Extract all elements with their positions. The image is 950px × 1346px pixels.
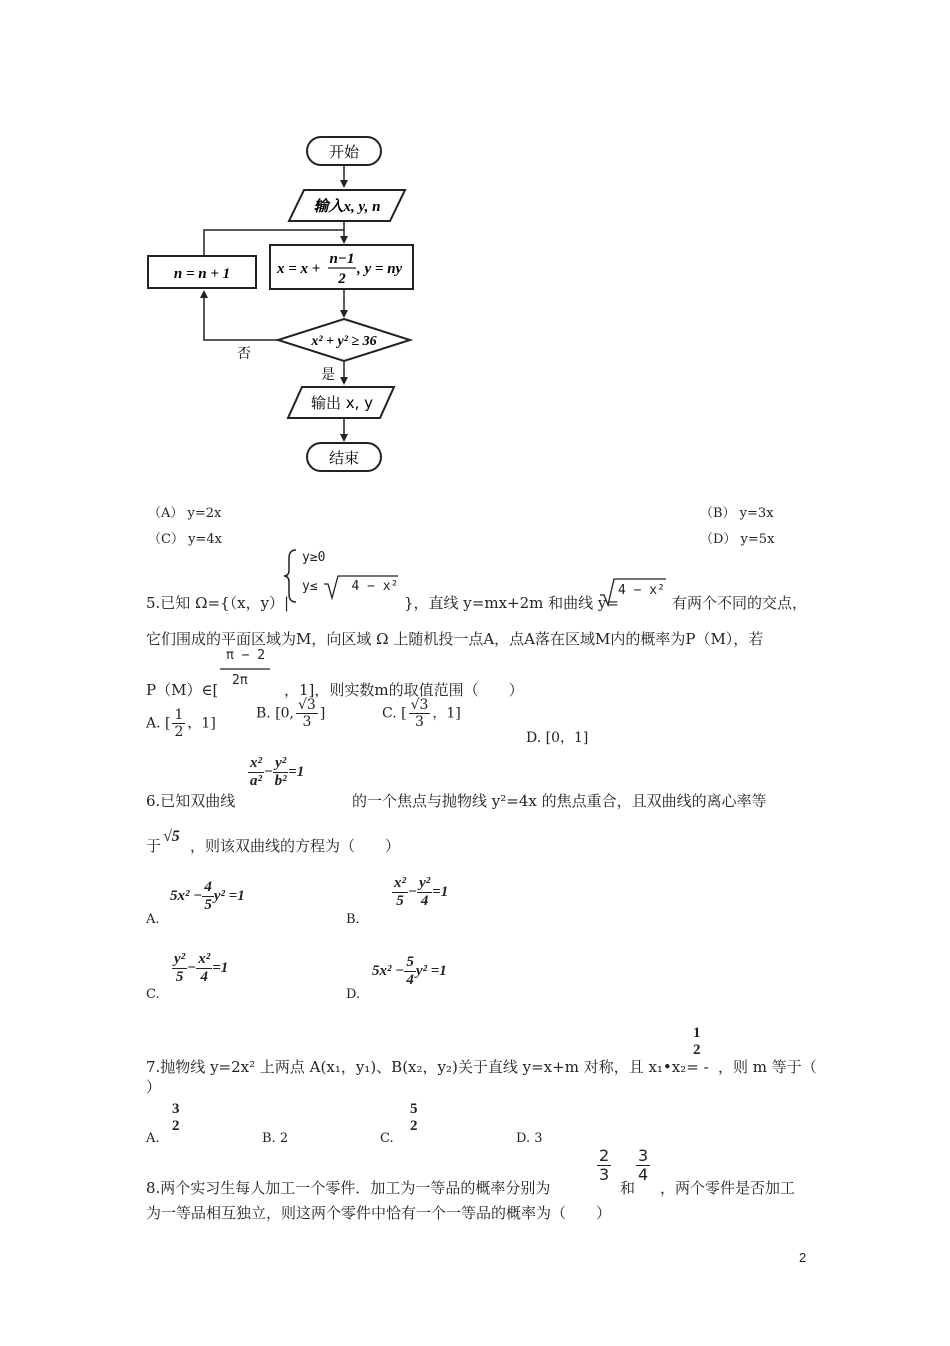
q8-f1 [597,1148,611,1183]
q7-half-den: 2 [693,1042,701,1058]
q7-opt-a-frac [170,1102,182,1134]
q8-line1-b: ，两个零件是否加工 [660,1179,796,1197]
assign-num: n−1 [329,251,355,267]
q7-a-num: 3 [172,1101,180,1117]
q5-opt-b-pre: B. [0, [256,705,295,722]
page-number: 2 [799,1250,807,1265]
q5-frac [218,648,272,694]
q5-line1-b: }，直线 y=mx+2m 和曲线 y= [404,594,619,612]
q6-c-num1: y² [174,951,186,967]
q5-frac-num: π − 2 [226,648,266,663]
q8-f1-den: 3 [599,1165,610,1184]
q6-a-num: 4 [204,879,212,895]
q7-line1-b: ，则 m 等于（ [718,1058,817,1076]
q7-half-num: 1 [693,1025,701,1041]
q5-opt-a-post: ，1] [187,715,216,732]
q7-opt-c-frac [408,1102,420,1134]
q6-hyp-num2: y² [275,755,287,771]
q6-hyp-num1: x² [250,755,262,771]
q8-f1-num: 2 [599,1146,610,1165]
q5-line1-c: 有两个不同的交点， [672,594,808,612]
q8-line2: 为一等品相互独立，则这两个零件中恰有一个一等品的概率为（ ） [146,1204,612,1222]
q5-opt-b-num: √3 [298,697,316,713]
q6-c-frac1 [172,952,187,985]
q6-a-post: y² =1 [213,887,245,904]
q8-mid: 和 [620,1179,636,1197]
q7-c-frac [408,1102,420,1134]
loop-back-line [204,230,344,255]
flowchart [0,0,950,490]
output-label: 输出 x, y [310,394,374,412]
q5-line3-a: P（M）∈[ [146,681,219,699]
q6-opt-d-expr [372,955,447,988]
q6-b-frac2 [417,876,432,909]
q6-a-den: 5 [204,897,212,913]
q6-opt-a-expr [170,880,245,913]
q5-opt-a-num: 1 [174,707,184,723]
q5-sqrt [598,577,668,607]
q5-opt-c-num: √3 [410,697,429,713]
q6-opt-c-label: C. [146,987,160,1002]
q5-opt-c-post: ，1] [432,705,461,722]
q5-line3-b: ，1]，则实数m的取值范围（ ） [284,681,524,699]
no-branch-line [204,292,278,340]
q5-brace-top: y≥0 [302,550,326,565]
start-label: 开始 [328,143,360,161]
q6-opt-c-expr [172,952,228,985]
q8-f2-den: 4 [638,1165,649,1184]
q5-opt-a-frac [172,708,185,739]
q6-a-pre: 5x² − [170,887,203,904]
q5-opt-b-post: ] [319,705,326,722]
q6-line1-b: 的一个焦点与抛物线 y²=4x 的焦点重合，且双曲线的离心率等 [352,792,767,810]
q5-opt-b-frac [296,698,318,729]
q7-opt-a-label: A. [146,1131,160,1146]
q8-frac1 [597,1148,611,1183]
q8-f2 [636,1148,650,1183]
end-label: 结束 [328,449,360,467]
q7-opt-b: B. 2 [262,1131,289,1146]
q6-c-den2: 4 [200,969,208,985]
q5-opt-a-den: 2 [174,724,184,740]
q5-opt-b-den: 3 [302,714,312,730]
q5-opt-a-pre: A. [ [146,715,171,732]
q5-option-b [256,698,325,729]
q6-b-den1: 5 [396,893,404,909]
assign-den: 2 [338,271,346,287]
q7-half-frac [691,1026,703,1058]
q7-c-den: 2 [410,1118,418,1134]
q8-line1-a: 8.两个实习生每人加工一个零件．加工为一等品的概率分别为 [146,1179,551,1197]
q7-opt-c-label: C. [380,1131,394,1146]
q5-sqrt-expr: 4 − x² [618,583,665,598]
q5-brace-system [284,546,402,606]
decision-label: x² + y² ≥ 36 [311,334,377,349]
yes-label: 是 [321,367,335,383]
q6-hyp-eq: =1 [288,763,305,780]
q7-half [691,1026,703,1058]
q5-line1-a: 5.已知 Ω={（x，y）| [146,594,290,612]
q4-option-c: （C） y=4x [148,532,222,547]
q6-line1-a: 6.已知双曲线 [146,792,236,810]
q6-hyp-frac2 [273,756,288,789]
q7-line2: ） [146,1078,162,1096]
q6-hyperbola [248,756,304,789]
q6-c-post: =1 [212,959,229,976]
n-update-label: n = n + 1 [173,266,231,282]
q6-d-pre: 5x² − [372,962,405,979]
q5-opt-c-pre: C. [ [382,705,407,722]
q5-option-c [382,698,461,729]
no-label: 否 [237,346,251,362]
q6-opt-b-expr [392,876,448,909]
assign-suffix: , y = ny [357,261,403,277]
q4-option-d: （D） y=5x [700,532,775,547]
q6-c-den1: 5 [175,969,184,985]
q6-d-post: y² =1 [415,962,447,979]
q6-hyp-minus: − [264,763,274,780]
q6-d-num: 5 [406,954,414,970]
q8-frac2 [636,1148,650,1183]
q7-c-num: 5 [410,1101,418,1117]
q5-option-d: D. [0，1] [526,730,589,746]
q7-line1-a: 7.抛物线 y=2x² 上两点 A(x₁，y₁)、B(x₂，y₂)关于直线 y=x+m 对称，且 x₁•x₂= - [146,1058,709,1076]
q6-c-frac2 [196,952,212,985]
q6-line2-a: 于 [146,837,162,855]
q6-opt-d-label: D. [346,987,361,1002]
q5-brace-bottom: y≤ 4 − x² [302,579,399,594]
q4-option-a: （A） y=2x [148,506,222,521]
q6-hyp-den1: a² [250,773,262,789]
q5-opt-c-den: 3 [415,714,424,730]
q6-line2-b: ，则该双曲线的方程为（ ） [190,837,401,855]
q7-opt-d: D. 3 [516,1131,543,1146]
q5-option-a [146,708,216,739]
q6-b-num1: x² [394,875,406,891]
input-label: 输入x, y, n [313,199,381,215]
q5-opt-c-frac [409,698,431,729]
q6-d-frac [404,955,416,988]
q6-opt-a-label: A. [146,912,160,927]
q6-opt-b-label: B. [346,912,360,927]
q6-d-den: 4 [406,972,414,988]
q6-b-post: =1 [432,883,449,900]
q5-frac-den: 2π [232,673,248,688]
q4-option-b: （B） y=3x [700,506,774,521]
q6-sqrt5: √5 [163,828,180,845]
q6-b-den2: 4 [420,893,429,909]
q8-f2-num: 3 [638,1146,649,1165]
q6-hyp-den2: b² [274,773,287,789]
q6-b-num2: y² [419,875,431,891]
q5-brace-sqrt-arg: 4 − x² [351,579,399,594]
q6-b-minus: − [408,883,418,900]
q6-c-minus: − [187,959,197,976]
q7-a-den: 2 [172,1118,180,1134]
q6-hyp-frac1 [248,756,264,789]
q5-line2: 它们围成的平面区域为M，向区域 Ω 上随机投一点A，点A落在区域M内的概率为P（M），若 [146,630,764,648]
q6-b-frac1 [392,876,408,909]
q6-c-num2: x² [198,951,211,967]
q7-a-frac [170,1102,182,1134]
q6-a-frac [202,880,214,913]
assign-prefix: x = x + [277,261,321,277]
